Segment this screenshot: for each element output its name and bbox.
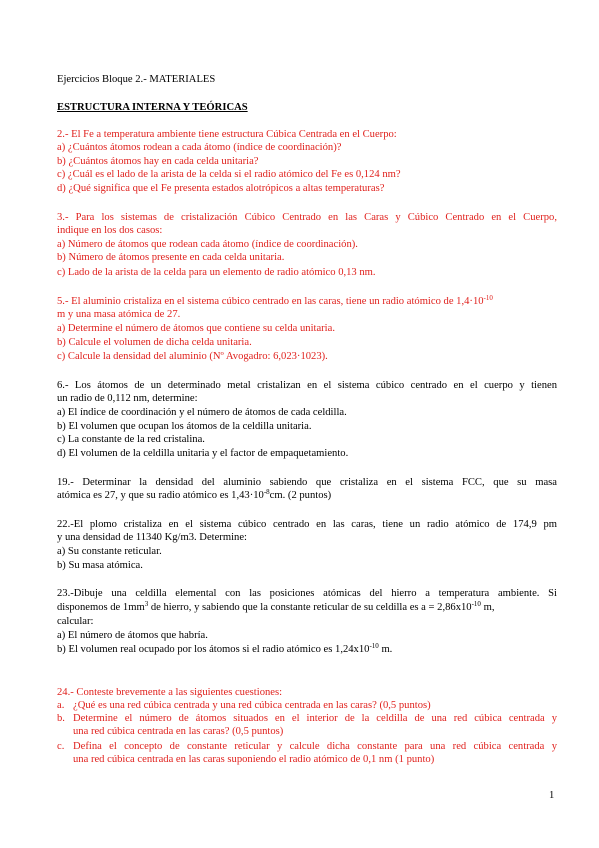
exercise-24-stem: 24.- Conteste brevemente a las siguientes cuestiones: [57,687,283,698]
exercise-23-text-a: disponemos de 1mm [57,602,145,613]
exercise-22-stem-line2: y una densidad de 11340 Kg/m3. Determine: [57,532,247,543]
list-item-text: Defina el concepto de constante reticular y calcule dicha constante para una red cúbica centrada y [73,741,557,752]
exercise-3-item-c: c) Lado de la arista de la celda para un elemento de radio atómico 0,13 nm. [57,267,376,278]
exercise-6-item-a: a) El índice de coordinación y el número de átomos de cada celdilla. [57,407,347,418]
exercise-24-item-c-continuation [57,753,435,766]
list-item-text: una red cúbica centrada en las caras suponiendo el radio atómico de 0,1 nm (1 punto) [73,754,435,765]
list-item-text: una red cúbica centrada en las caras? (0,5 puntos) [73,726,284,737]
page-number: 1 [549,790,555,801]
exercise-23-exponent-1: 3 [144,600,149,608]
exercise-5-stem-text: 5.- El aluminio cristaliza en el sistema cúbico centrado en las caras, tiene un radio atómico de 1,4·10 [57,296,484,307]
exercise-23-item-a: a) El número de átomos que habría. [57,630,208,641]
exercise-19-text: atómica es 27, y que su radio atómico es 1,43·10 [57,490,264,501]
exercise-5-exponent: -10 [483,294,493,302]
exercise-23-stem-line3: calcular: [57,616,94,627]
exercise-3-item-b: b) Número de átomos presente en cada celda unitaria. [57,252,285,263]
list-marker: a. [57,700,65,711]
exercise-23-item-b [57,643,392,656]
exercise-2-stem: 2.- El Fe a temperatura ambiente tiene estructura Cúbica Centrada en el Cuerpo: [57,129,397,140]
section-heading: ESTRUCTURA INTERNA Y TEÓRICAS [57,102,248,113]
exercise-5-stem-line2: m y una masa atómica de 27. [57,309,181,320]
exercise-6-item-b: b) El volumen que ocupan los átomos de la celdilla unitaria. [57,421,312,432]
exercise-23-item-b-end: m. [378,644,393,655]
exercise-23-text-b: de hierro, y sabiendo que la constante reticular de su celdilla es a = 2,86x10 [148,602,472,613]
exercise-5-stem-line1 [57,295,493,308]
list-item-text: Determine el número de átomos situados en el interior de la celdilla de una red cúbica centrada y [73,713,557,724]
document-title: Ejercicios Bloque 2.- MATERIALES [57,74,216,85]
exercise-24-item-a [57,699,431,712]
exercise-6-stem-line2: un radio de 0,112 nm, determine: [57,393,198,404]
exercise-23-item-b-exponent: -10 [369,642,379,650]
exercise-3-stem-line1: 3.- Para los sistemas de cristalización Cúbico Centrado en las Caras y Cúbico Centrado en el Cuerpo, [57,212,557,223]
exercise-2-item-c: c) ¿Cuál es el lado de la arista de la celda si el radio atómico del Fe es 0,124 nm? [57,169,401,180]
exercise-22-item-a: a) Su constante reticular. [57,546,162,557]
exercise-23-text-c: m, [480,602,495,613]
list-item-text: ¿Qué es una red cúbica centrada y una red cúbica centrada en las caras? (0,5 puntos) [73,700,431,711]
exercise-3-stem-line2: indique en los dos casos: [57,225,163,236]
list-marker: b. [57,713,65,724]
exercise-2-item-a: a) ¿Cuántos átomos rodean a cada átomo (índice de coordinación)? [57,142,342,153]
exercise-24-item-b [57,712,557,725]
exercise-23-item-b-text: b) El volumen real ocupado por los átomos si el radio atómico es 1,24x10 [57,644,370,655]
list-marker: c. [57,741,65,752]
exercise-6-item-d: d) El volumen de la celdilla unitaria y el factor de empaquetamiento. [57,448,349,459]
exercise-5-item-a: a) Determine el número de átomos que contiene su celda unitaria. [57,323,335,334]
exercise-19-stem-line2 [57,489,331,502]
exercise-23-stem-line2 [57,601,494,614]
exercise-23-exponent-2: -10 [471,600,481,608]
exercise-19-exponent: -8 [263,488,270,496]
exercise-22-item-b: b) Su masa atómica. [57,560,143,571]
exercise-24-item-c [57,740,557,753]
exercise-2-item-b: b) ¿Cuántos átomos hay en cada celda unitaria? [57,156,259,167]
exercise-19-text-end: cm. (2 puntos) [269,490,332,501]
exercise-6-stem-line1: 6.- Los átomos de un determinado metal cristalizan en el sistema cúbico centrado en el cuerpo y tienen [57,380,557,391]
exercise-5-item-c: c) Calcule la densidad del aluminio (Nº Avogadro: 6,023·1023). [57,351,328,362]
exercise-22-stem-line1: 22.-El plomo cristaliza en el sistema cúbico centrado en las caras, tiene un radio atómico de 174,9 pm [57,519,557,530]
exercise-19-stem-line1: 19.- Determinar la densidad del aluminio sabiendo que cristaliza en el sistema FCC, que su masa [57,477,557,488]
exercise-24-item-b-continuation [57,725,284,738]
exercise-6-item-c: c) La constante de la red cristalina. [57,434,205,445]
exercise-23-stem-line1: 23.-Dibuje una celdilla elemental con las posiciones atómicas del hierro a temperatura ambiente. Si [57,588,557,599]
exercise-2-item-d: d) ¿Qué significa que el Fe presenta estados alotrópicos a altas temperaturas? [57,183,385,194]
exercise-3-item-a: a) Número de átomos que rodean cada átomo (índice de coordinación). [57,239,358,250]
exercise-5-item-b: b) Calcule el volumen de dicha celda unitaria. [57,337,252,348]
